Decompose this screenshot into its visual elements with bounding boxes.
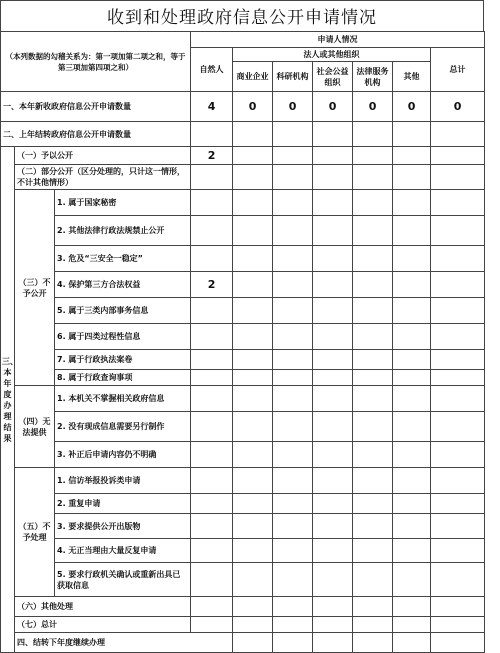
item-label: 5. 属于三类内部事务信息 (55, 298, 191, 324)
item-label: 1. 属于国家秘密 (55, 190, 191, 216)
item-label: 7. 属于行政执法案卷 (55, 350, 191, 370)
header-research: 科研机构 (273, 62, 313, 92)
header-note: （本列数据的勾稽关系为：第一项加第二项之和，等于第三项加第四项之和） (1, 32, 191, 92)
statistics-table (0, 31, 485, 653)
header-legal-service: 法律服务机构 (353, 62, 393, 92)
header-legal-persons: 法人或其他组织 (233, 48, 431, 62)
item-label: 4. 保护第三方合法权益 (55, 272, 191, 298)
value-cell: 0 (353, 92, 393, 122)
value-cell: 4 (191, 92, 233, 122)
item-label: 6. 属于四类过程性信息 (55, 324, 191, 350)
item-label: 2. 没有现成信息需要另行制作 (55, 412, 191, 442)
row-label-partially-disclosed: （二）部分公开（区分处理的，只计这一情形，不计其他情形） (15, 165, 191, 190)
header-natural-person: 自然人 (191, 48, 233, 92)
value-cell: 0 (273, 92, 313, 122)
item-label: 1. 信访举报投诉类申请 (55, 468, 191, 494)
header-applicant: 申请人情况 (191, 32, 485, 48)
item-label: 2. 其他法律行政法规禁止公开 (55, 216, 191, 246)
group-unable-to-provide: （四）无法提供 (15, 386, 55, 468)
page-title: 收到和处理政府信息公开申请情况 (0, 0, 484, 32)
value-cell: 0 (431, 92, 485, 122)
header-commercial: 商业企业 (233, 62, 273, 92)
item-label: 5. 要求行政机关确认或重新出具已获取信息 (55, 563, 191, 597)
value-cell: 0 (233, 92, 273, 122)
section-results-label: 三、本年度办理结果 (1, 147, 15, 653)
group-not-disclosed: （三）不予公开 (15, 190, 55, 386)
header-social: 社会公益组织 (313, 62, 353, 92)
value-cell: 0 (393, 92, 431, 122)
header-other: 其他 (393, 62, 431, 92)
item-label: 1. 本机关不掌握相关政府信息 (55, 386, 191, 412)
row-label-new-applications: 一、本年新收政府信息公开申请数量 (1, 92, 191, 122)
value-cell: 2 (191, 147, 233, 165)
row-label-carry-forward: 四、结转下年度继续办理 (15, 633, 233, 653)
value-cell: 0 (313, 92, 353, 122)
item-label: 3. 危及“三安全一稳定” (55, 246, 191, 272)
row-label-results-total: （七）总计 (15, 617, 191, 633)
item-label: 2. 重复申请 (55, 494, 191, 514)
group-not-processed: （五）不予处理 (15, 468, 55, 597)
item-label: 3. 要求提供公开出版物 (55, 514, 191, 539)
row-label-disclosed: （一）予以公开 (15, 147, 191, 165)
item-label: 3. 补正后申请内容仍不明确 (55, 442, 191, 468)
row-label-other-handling: （六）其他处理 (15, 597, 191, 617)
header-total: 总计 (431, 48, 485, 92)
item-label: 8. 属于行政查询事项 (55, 370, 191, 386)
value-cell: 2 (191, 272, 233, 298)
row-label-carryover: 二、上年结转政府信息公开申请数量 (1, 122, 191, 147)
item-label: 4. 无正当理由大量反复申请 (55, 539, 191, 563)
